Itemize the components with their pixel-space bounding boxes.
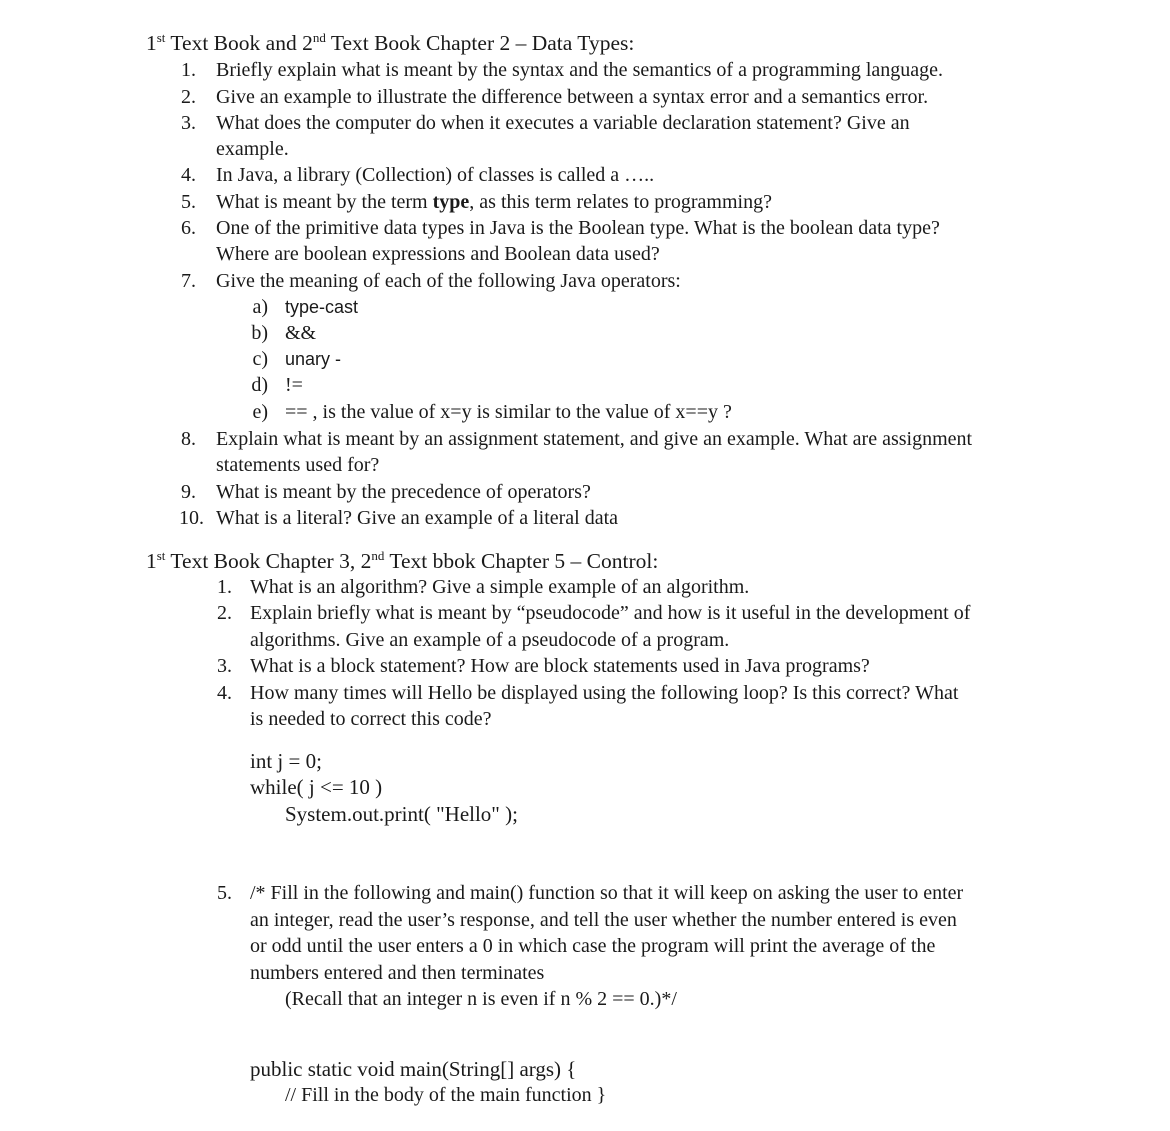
question-text: Where are boolean expressions and Boolean data used?: [216, 243, 660, 265]
bold-term: type: [432, 191, 470, 213]
sub-item-label: c): [252, 348, 268, 370]
question-number: 5.: [217, 882, 232, 904]
heading-text: Text Book Chapter 2 – Data Types:: [325, 31, 635, 55]
sub-item-label: d): [251, 374, 268, 396]
question-text: example.: [216, 138, 289, 160]
sub-item-label: e): [252, 401, 268, 423]
question-text: is needed to correct this code?: [250, 708, 492, 730]
superscript: nd: [371, 548, 385, 563]
section2-heading: [146, 547, 658, 575]
question-text: How many times will Hello be displayed using the following loop? Is this correct? What: [250, 682, 959, 704]
question-number: 2.: [181, 86, 196, 108]
question-text: or odd until the user enters a 0 in which case the program will print the average of the: [250, 935, 936, 957]
sub-item-label: a): [252, 296, 268, 318]
superscript: nd: [312, 30, 326, 45]
question-number: 1.: [217, 576, 232, 598]
code-line: while( j <= 10 ): [250, 775, 383, 799]
question-number: 4.: [181, 164, 196, 186]
heading-text: 1: [146, 31, 157, 55]
text-span: What is meant by the term: [216, 191, 433, 213]
sub-item-text: &&: [285, 322, 317, 344]
sub-item-text: !=: [285, 374, 303, 396]
superscript: st: [156, 30, 166, 45]
code-line: int j = 0;: [250, 749, 322, 773]
sub-item-label: b): [251, 322, 268, 344]
heading-text: Text Book Chapter 3, 2: [165, 549, 372, 573]
question-text: What is an algorithm? Give a simple example of an algorithm.: [250, 576, 750, 598]
sub-item-text: == , is the value of x=y is similar to the value of x==y ?: [285, 401, 732, 423]
question-number: 4.: [217, 682, 232, 704]
question-number: 10.: [179, 507, 204, 529]
code-line: System.out.print( "Hello" );: [285, 802, 518, 826]
section1-heading: [146, 29, 634, 57]
text-span: , as this term relates to programming?: [469, 191, 772, 213]
code-line: // Fill in the body of the main function }: [285, 1084, 607, 1106]
question-text: Explain what is meant by an assignment statement, and give an example. What are assignment: [216, 428, 973, 450]
question-number: 8.: [181, 428, 196, 450]
question-text: What does the computer do when it executes a variable declaration statement? Give an: [216, 112, 910, 134]
question-text: In Java, a library (Collection) of classes is called a …..: [216, 164, 655, 186]
sub-item-text: unary -: [285, 349, 342, 369]
question-number: 3.: [217, 655, 232, 677]
question-text: Briefly explain what is meant by the syntax and the semantics of a programming language.: [216, 59, 944, 81]
question-number: 1.: [181, 59, 196, 81]
question-number: 2.: [217, 602, 232, 624]
question-text: What is meant by the precedence of operators?: [216, 481, 591, 503]
question-text: numbers entered and then terminates: [250, 962, 545, 984]
question-text: Give the meaning of each of the following Java operators:: [216, 270, 681, 292]
heading-text: Text Book and 2: [165, 31, 313, 55]
question-text: Give an example to illustrate the difference between a syntax error and a semantics error.: [216, 86, 929, 108]
sub-item-text: type-cast: [285, 297, 359, 317]
question-number: 6.: [181, 217, 196, 239]
question-number: 5.: [181, 191, 196, 213]
question-text: (Recall that an integer n is even if n % 2 == 0.)*/: [285, 988, 677, 1010]
superscript: st: [156, 548, 166, 563]
question-text: statements used for?: [216, 454, 380, 476]
question-number: 3.: [181, 112, 196, 134]
heading-text: 1: [146, 549, 157, 573]
code-line: public static void main(String[] args) {: [250, 1057, 577, 1081]
question-text: What is a literal? Give an example of a literal data: [216, 507, 619, 529]
question-text: [216, 189, 772, 216]
question-number: 7.: [181, 270, 196, 292]
question-text: One of the primitive data types in Java is the Boolean type. What is the boolean data type?: [216, 217, 940, 239]
heading-text: Text bbok Chapter 5 – Control:: [384, 549, 659, 573]
question-text: /* Fill in the following and main() function so that it will keep on asking the user to enter: [250, 882, 964, 904]
question-number: 9.: [181, 481, 196, 503]
question-text: an integer, read the user’s response, and tell the user whether the number entered is even: [250, 909, 957, 931]
question-text: algorithms. Give an example of a pseudocode of a program.: [250, 629, 730, 651]
question-text: What is a block statement? How are block statements used in Java programs?: [250, 655, 870, 677]
question-text: Explain briefly what is meant by “pseudocode” and how is it useful in the development of: [250, 602, 971, 624]
